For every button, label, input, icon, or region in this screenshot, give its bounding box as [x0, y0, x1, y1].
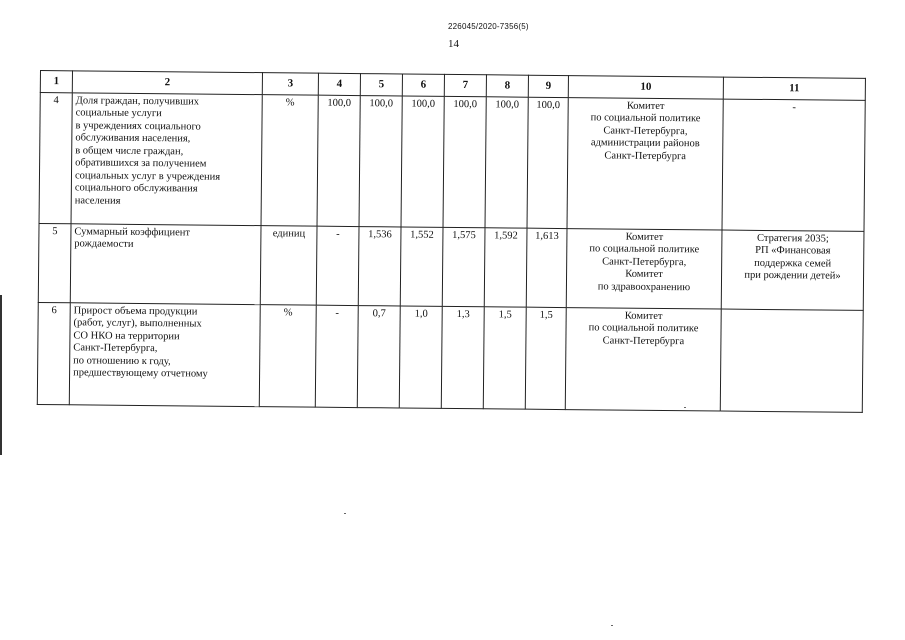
table-row	[38, 223, 864, 310]
note-cell: Стратегия 2035; РП «Финансовая поддержка семей при рождении детей»	[721, 230, 864, 310]
column-header: 10	[568, 76, 723, 99]
indicators-table	[37, 70, 866, 412]
document-id: 226045/2020-7356(5)	[448, 22, 529, 31]
value-cell: 1,5	[525, 307, 566, 409]
row-number: 6	[37, 302, 70, 404]
unit-cell: %	[259, 304, 316, 407]
column-header: 4	[318, 73, 360, 95]
value-cell: 0,7	[357, 305, 400, 407]
scan-edge-mark	[0, 295, 2, 455]
note-cell	[720, 309, 863, 412]
column-header: 9	[528, 75, 568, 97]
value-cell: 100,0	[443, 96, 486, 227]
value-cell: 1,552	[400, 226, 443, 305]
indicator-name: Доля граждан, получивших социальные услуги в учреждениях социального обслуживания населения, в общем числе граждан, обратившихся за получением социальных услуг в учреждения социального обслуживания населения	[71, 92, 262, 225]
value-cell: 1,5	[483, 306, 526, 408]
column-header: 11	[723, 77, 865, 100]
value-cell: 1,613	[526, 228, 567, 307]
scan-speck	[684, 407, 686, 408]
column-header: 7	[444, 74, 486, 96]
value-cell: 1,575	[442, 227, 485, 306]
row-number: 5	[38, 223, 71, 302]
column-header: 6	[402, 74, 444, 96]
value-cell: -	[316, 226, 359, 305]
responsible-cell: Комитет по социальной политике Санкт-Петербурга	[565, 307, 721, 410]
responsible-cell: Комитет по социальной политике Санкт-Петербурга, администрации районов Санкт-Петербурга	[567, 97, 723, 229]
table-row	[39, 92, 865, 231]
unit-cell: единиц	[260, 225, 317, 305]
note-cell: -	[722, 99, 865, 231]
unit-cell: %	[261, 94, 318, 226]
value-cell: 100,0	[527, 97, 568, 228]
value-cell: 100,0	[485, 96, 528, 227]
page-number: 14	[448, 38, 459, 50]
value-cell: 1,3	[441, 306, 484, 408]
value-cell: 1,0	[399, 305, 442, 407]
responsible-cell: Комитет по социальной политике Санкт-Петербурга, Комитет по здравоохранению	[566, 228, 722, 308]
value-cell: -	[315, 305, 358, 407]
column-header: 5	[360, 74, 402, 96]
value-cell: 1,592	[484, 227, 527, 306]
column-header: 2	[72, 71, 262, 94]
column-header: 3	[262, 73, 318, 95]
value-cell: 100,0	[401, 95, 444, 226]
indicator-name: Прирост объема продукции (работ, услуг), выполненных СО НКО на территории Санкт-Петербурга, по отношению к году, предшествующему отчетному	[69, 302, 260, 406]
value-cell: 100,0	[317, 95, 360, 226]
scan-speck	[611, 625, 613, 626]
row-number: 4	[39, 92, 72, 223]
indicator-name: Суммарный коэффициент рождаемости	[70, 223, 261, 304]
scan-speck	[344, 513, 346, 514]
value-cell: 100,0	[359, 95, 402, 226]
column-header: 1	[40, 71, 72, 93]
column-header: 8	[486, 75, 528, 97]
value-cell: 1,536	[358, 226, 401, 305]
table-row	[37, 302, 863, 412]
indicators-table-wrapper	[37, 70, 866, 412]
